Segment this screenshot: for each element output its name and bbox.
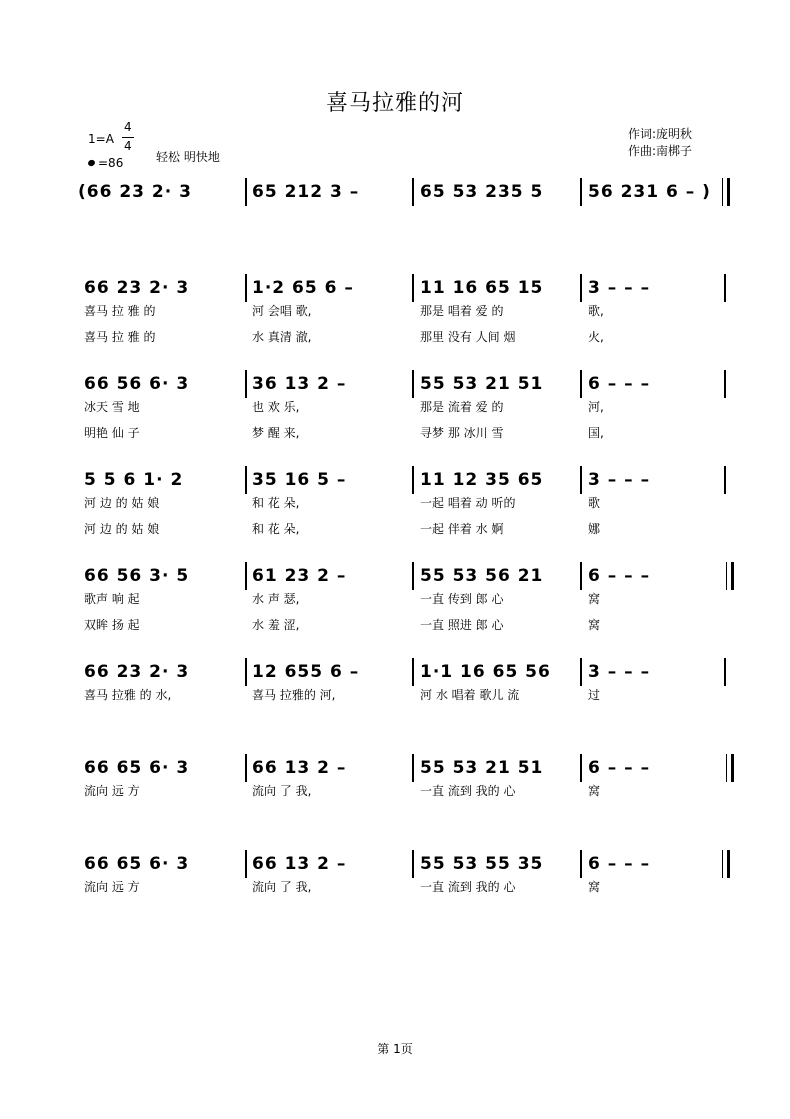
lyric: 那是 唱着 爱 的	[420, 304, 504, 318]
lyric: 和 花 朵,	[252, 522, 300, 536]
measure: 65 212 3 –	[252, 182, 360, 202]
bar-line	[580, 370, 582, 398]
measure: 56 231 6 – )	[588, 182, 711, 202]
bar-line	[580, 850, 582, 878]
bar-line	[412, 274, 414, 302]
lyric: 流向 了 我,	[252, 880, 312, 894]
lyric: 水 真清 澈,	[252, 330, 312, 344]
lyric: 和 花 朵,	[252, 496, 300, 510]
repeat-barline	[726, 562, 734, 590]
measure: 66 13 2 –	[252, 854, 347, 874]
lyric: 河 边 的 姑 娘	[84, 496, 160, 510]
lyric: 明艳 仙 子	[84, 426, 140, 440]
measure: 55 53 55 35	[420, 854, 544, 874]
key-signature: 1=A	[88, 132, 114, 146]
bar-line	[245, 562, 247, 590]
lyric: 火,	[588, 330, 604, 344]
measure: 55 53 56 21	[420, 566, 544, 586]
lyric: 窝	[588, 784, 601, 798]
lyric: 窝	[588, 880, 601, 894]
lyric: 歌,	[588, 304, 604, 318]
lyric: 梦 醒 来,	[252, 426, 300, 440]
measure: 66 65 6· 3	[84, 854, 190, 874]
bar-line	[245, 370, 247, 398]
bar-line	[580, 274, 582, 302]
lyric: 过	[588, 688, 601, 702]
repeat-barline	[722, 178, 730, 206]
bar-line	[580, 754, 582, 782]
lyric: 寻梦 那 冰川 雪	[420, 426, 504, 440]
lyric: 窝	[588, 592, 601, 606]
measure: (66 23 2· 3	[78, 182, 192, 202]
bar-line	[724, 658, 726, 686]
bar-line	[245, 178, 247, 206]
measure: 66 23 2· 3	[84, 278, 190, 298]
lyric: 一直 流到 我的 心	[420, 880, 516, 894]
measure: 65 53 235 5	[420, 182, 544, 202]
measure: 66 56 3· 5	[84, 566, 190, 586]
lyric: 河,	[588, 400, 604, 414]
lyric: 歌声 响 起	[84, 592, 140, 606]
bar-line	[245, 466, 247, 494]
measure: 12 655 6 –	[252, 662, 360, 682]
song-title: 喜马拉雅的河	[325, 91, 464, 116]
measure: 3 – – –	[588, 662, 651, 682]
bar-line	[724, 274, 726, 302]
lyric: 一直 传到 郎 心	[420, 592, 504, 606]
bar-line	[580, 658, 582, 686]
lyric: 流向 了 我,	[252, 784, 312, 798]
credits	[628, 126, 692, 160]
lyric: 水 声 瑟,	[252, 592, 300, 606]
bar-line	[580, 466, 582, 494]
lyric: 那是 流着 爱 的	[420, 400, 504, 414]
measure: 1·2 65 6 –	[252, 278, 354, 298]
quarter-note-icon	[87, 159, 96, 167]
tempo-marking: =86	[98, 156, 124, 170]
lyric: 喜马 拉雅的 河,	[252, 688, 336, 702]
bar-line	[724, 466, 726, 494]
measure: 55 53 21 51	[420, 758, 544, 778]
bar-line	[412, 850, 414, 878]
lyric: 河 边 的 姑 娘	[84, 522, 160, 536]
time-signature-bottom: 4	[124, 139, 132, 153]
bar-line	[245, 658, 247, 686]
lyric: 喜马 拉 雅 的	[84, 304, 156, 318]
measure: 6 – – –	[588, 566, 651, 586]
measure: 36 13 2 –	[252, 374, 347, 394]
lyric: 一起 唱着 动 听的	[420, 496, 516, 510]
lyric: 那里 没有 人间 烟	[420, 330, 516, 344]
lyric: 娜	[588, 522, 601, 536]
composer: 作曲:南梆子	[628, 144, 693, 158]
time-signature-top: 4	[124, 120, 132, 134]
lyric: 冰天 雪 地	[84, 400, 140, 414]
lyric: 歌	[588, 496, 601, 510]
measure: 3 – – –	[588, 470, 651, 490]
measure: 55 53 21 51	[420, 374, 544, 394]
bar-line	[412, 466, 414, 494]
lyric: 河 水 唱着 歌儿 流	[420, 688, 520, 702]
bar-line	[245, 754, 247, 782]
lyric: 流向 远 方	[84, 784, 140, 798]
bar-line	[412, 370, 414, 398]
lyric: 一直 照进 郎 心	[420, 618, 504, 632]
lyric: 也 欢 乐,	[252, 400, 300, 414]
page-number: 第 1页	[377, 1042, 413, 1056]
lyric: 一直 流到 我的 心	[420, 784, 516, 798]
final-barline	[722, 850, 730, 878]
time-signature-line	[122, 137, 134, 138]
measure: 6 – – –	[588, 758, 651, 778]
lyric: 河 会唱 歌,	[252, 304, 312, 318]
bar-line	[412, 754, 414, 782]
bar-line	[724, 370, 726, 398]
measure: 61 23 2 –	[252, 566, 347, 586]
bar-line	[245, 274, 247, 302]
measure: 11 16 65 15	[420, 278, 544, 298]
measure: 66 65 6· 3	[84, 758, 190, 778]
measure: 11 12 35 65	[420, 470, 544, 490]
style-marking: 轻松 明快地	[156, 150, 220, 164]
measure: 66 23 2· 3	[84, 662, 190, 682]
bar-line	[580, 562, 582, 590]
measure: 6 – – –	[588, 854, 651, 874]
measure: 35 16 5 –	[252, 470, 347, 490]
bar-line	[412, 562, 414, 590]
bar-line	[412, 178, 414, 206]
measure: 66 13 2 –	[252, 758, 347, 778]
measure: 6 – – –	[588, 374, 651, 394]
measure: 66 56 6· 3	[84, 374, 190, 394]
lyric: 窝	[588, 618, 601, 632]
lyric: 一起 伴着 水 婀	[420, 522, 504, 536]
lyric: 双眸 扬 起	[84, 618, 140, 632]
lyric: 喜马 拉雅 的 水,	[84, 688, 172, 702]
bar-line	[412, 658, 414, 686]
lyric: 喜马 拉 雅 的	[84, 330, 156, 344]
bar-line	[245, 850, 247, 878]
measure: 5 5 6 1· 2	[84, 470, 184, 490]
measure: 1·1 16 65 56	[420, 662, 551, 682]
lyric: 水 羞 涩,	[252, 618, 300, 632]
lyric: 国,	[588, 426, 604, 440]
lyric: 流向 远 方	[84, 880, 140, 894]
bar-line	[580, 178, 582, 206]
lyricist: 作词:庞明秋	[628, 127, 693, 141]
measure: 3 – – –	[588, 278, 651, 298]
repeat-barline	[726, 754, 734, 782]
